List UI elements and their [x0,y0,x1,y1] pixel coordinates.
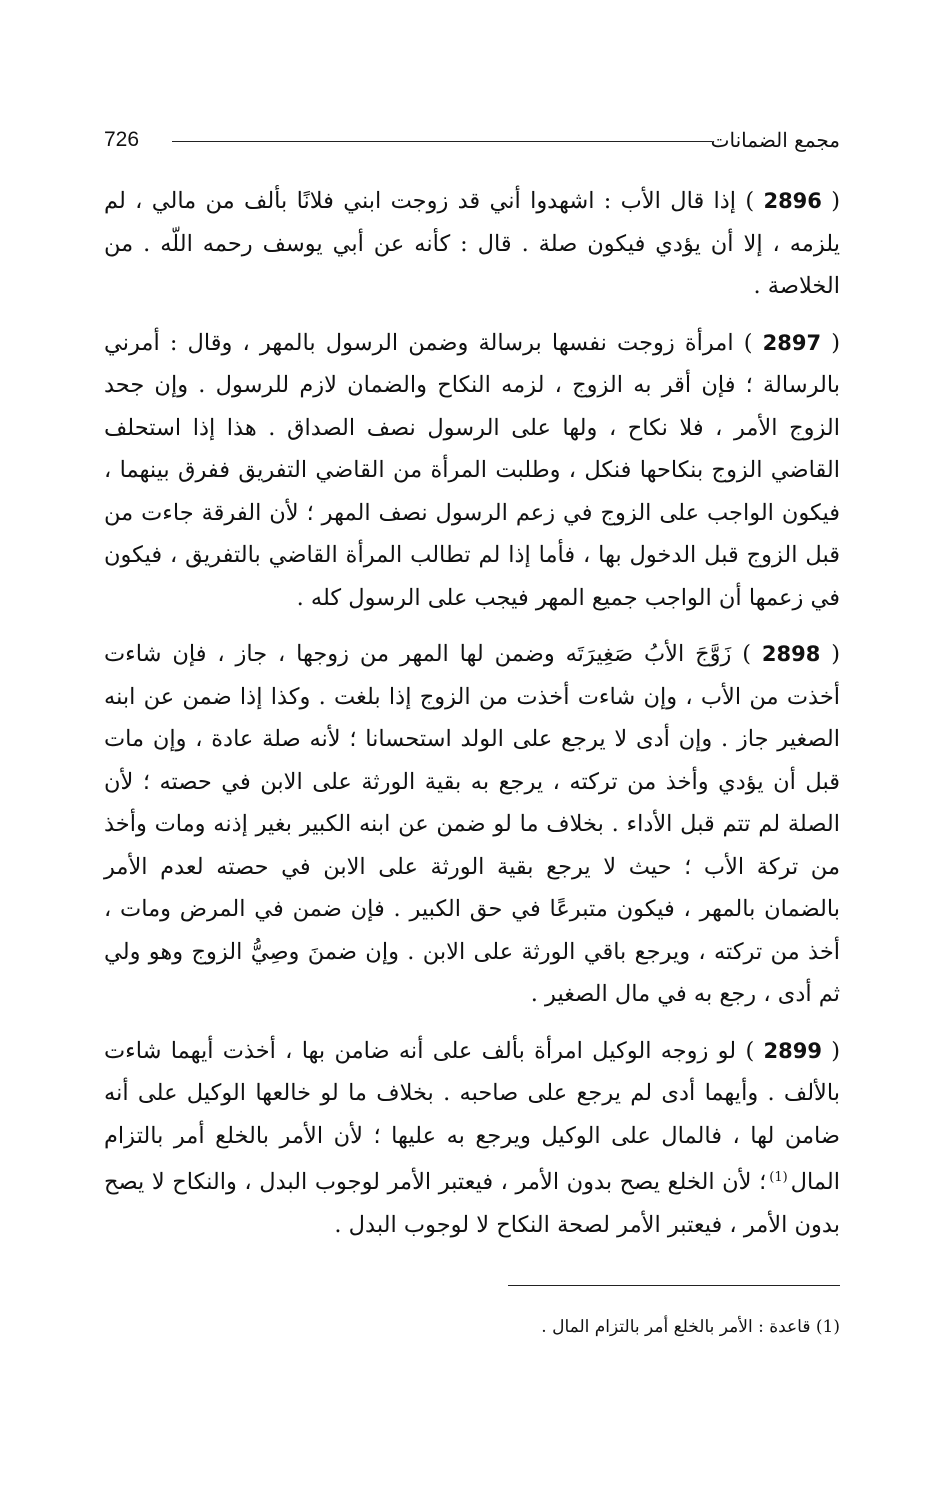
footnote-rule [508,1285,840,1286]
footnote-text: قاعدة : الأمر بالخلع أمر بالتزام المال . [541,1317,811,1337]
body-text [104,180,840,1260]
entry-2898: ( 2898 ) زَوَّجَ الأبُ صَغِيرَتَه وضمن لها المهر من زوجها ، جاز ، فإن شاءت أخذت من الأب ، وإن شاءت أخذت من الزوج إذا بلغت . وكذا إذا ضمن عن ابنه الصغير جاز . وإن أدى لا يرجع على الولد استحسانا ؛ لأنه صلة عادة ، وإن مات قبل أن يؤدي وأخذ من تركته ، يرجع به بقية الورثة على الابن في حصته ؛ لأن الصلة لم تتم قبل الأداء . بخلاف ما لو ضمن عن ابنه الكبير بغير إذنه ومات وأخذ من تركة الأب ؛ حيث لا يرجع بقية الورثة على الابن في حصته لعدم الأمر بالضمان بالمهر ، فيكون متبرعًا في حق الكبير . فإن ضمن في المرض ومات ، أخذ من تركته ، ويرجع باقي الورثة على الابن . وإن ضمنَ وصِيُّ الزوج وهو ولي ثم أدى ، رجع به في مال الصغير . [104,641,840,1007]
page-number: 726 [104,128,140,151]
entry-2899: ( 2899 ) لو زوجه الوكيل امرأة بألف على أنه ضامن بها ، أخذت أيهما شاءت بالألف . وأيهما أدى لم يرجع على صاحبه . بخلاف ما لو خالعها الوكيل على أنه ضامن لها ، فالمال على الوكيل ويرجع به عليها ؛ لأن الأمر بالخلع أمر بالتزام المال$^{(1)}$؛ لأن الخلع يصح بدون الأمر ، فيعتبر الأمر لوجوب البدل ، والنكاح لا يصح بدون الأمر ، فيعتبر الأمر لصحة النكاح لا لوجوب البدل . [104,1037,840,1238]
footnote-marker-label: (1) [815,1317,840,1337]
entry-number: 2899 [763,1038,822,1063]
entry-number: 2898 [761,642,821,666]
entry-text: لو زوجه الوكيل امرأة بألف على أنه ضامن بها ، أخذت أيهما شاءت بالألف . وأيهما أدى لم يرجع على صاحبه . بخلاف ما لو خالعها الوكيل على أنه ضامن لها ، فالمال على الوكيل ويرجع به عليها ؛ لأن الأمر بالخلع أمر بالتزام المال [104,1037,840,1195]
running-head [104,122,840,162]
entry-text: إذا قال الأب : اشهدوا أني قد زوجت ابني فلانًا بألف من مالي ، لم يلزمه ، إلا أن يؤدي فيكون صلة . قال : كأنه عن أبي يوسف رحمه اللّه . من الخلاصة . [104,188,840,299]
footnote-marker[interactable]: (1) [769,1170,788,1185]
entry-text: امرأة زوجت نفسها برسالة وضمن الرسول بالمهر ، وقال : أمرني بالرسالة ؛ فإن أقر به الزوج ، لزمه النكاح والضمان لازم للرسول . وإن جحد الزوج الأمر ، فلا نكاح ، ولها على الرسول نصف الصداق . هذا إذا استحلف القاضي الزوج بنكاحها فنكل ، وطلبت المرأة من القاضي التفريق ففرق بينهما ، فيكون الواجب على الزوج في زعم الرسول نصف المهر ؛ لأن الفرقة جاءت من قبل الزوج قبل الدخول بها ، فأما إذا لم تطالب المرأة القاضي بالتفريق ، فيكون في زعمها أن الواجب جميع المهر فيجب على الرسول كله . [104,329,840,611]
entry-2897: ( 2897 ) امرأة زوجت نفسها برسالة وضمن الرسول بالمهر ، وقال : أمرني بالرسالة ؛ فإن أقر به الزوج ، لزمه النكاح والضمان لازم للرسول . وإن جحد الزوج الأمر ، فلا نكاح ، ولها على الرسول نصف الصداق . هذا إذا استحلف القاضي الزوج بنكاحها فنكل ، وطلبت المرأة من القاضي التفريق ففرق بينهما ، فيكون الواجب على الزوج في زعم الرسول نصف المهر ؛ لأن الفرقة جاءت من قبل الزوج قبل الدخول بها ، فأما إذا لم تطالب المرأة القاضي بالتفريق ، فيكون في زعمها أن الواجب جميع المهر فيجب على الرسول كله . [104,329,840,611]
book-title: مجمع الضمانات [710,128,840,152]
entry-2896: ( 2896 ) إذا قال الأب : اشهدوا أني قد زوجت ابني فلانًا بألف من مالي ، لم يلزمه ، إلا أن يؤدي فيكون صلة . قال : كأنه عن أبي يوسف رحمه اللّه . من الخلاصة . [104,188,840,299]
entry-number: 2897 [762,330,822,355]
entry-text: زَوَّجَ الأبُ صَغِيرَتَه وضمن لها المهر من زوجها ، جاز ، فإن شاءت أخذت من الأب ، وإن شاءت أخذت من الزوج إذا بلغت . وكذا إذا ضمن عن ابنه الصغير جاز . وإن أدى لا يرجع على الولد استحسانا ؛ لأنه صلة عادة ، وإن مات قبل أن يؤدي وأخذ من تركته ، يرجع به بقية الورثة على الابن في حصته ؛ لأن الصلة لم تتم قبل الأداء . بخلاف ما لو ضمن عن ابنه الكبير بغير إذنه ومات وأخذ من تركة الأب ؛ حيث لا يرجع بقية الورثة على الابن في حصته لعدم الأمر بالضمان بالمهر ، فيكون متبرعًا في حق الكبير . فإن ضمن في المرض ومات ، أخذ من تركته ، ويرجع باقي الورثة على الابن . وإن ضمنَ وصِيُّ الزوج وهو ولي ثم أدى ، رجع به في مال الصغير . [104,641,840,1007]
header-rule [172,141,712,142]
entry-number: 2896 [763,189,822,213]
entry-text-continued: ؛ لأن الخلع يصح بدون الأمر ، فيعتبر الأمر لوجوب البدل ، والنكاح لا يصح بدون الأمر ، فيعتبر الأمر لصحة النكاح لا لوجوب البدل . [104,1169,840,1238]
footnote-1 [104,1313,840,1341]
